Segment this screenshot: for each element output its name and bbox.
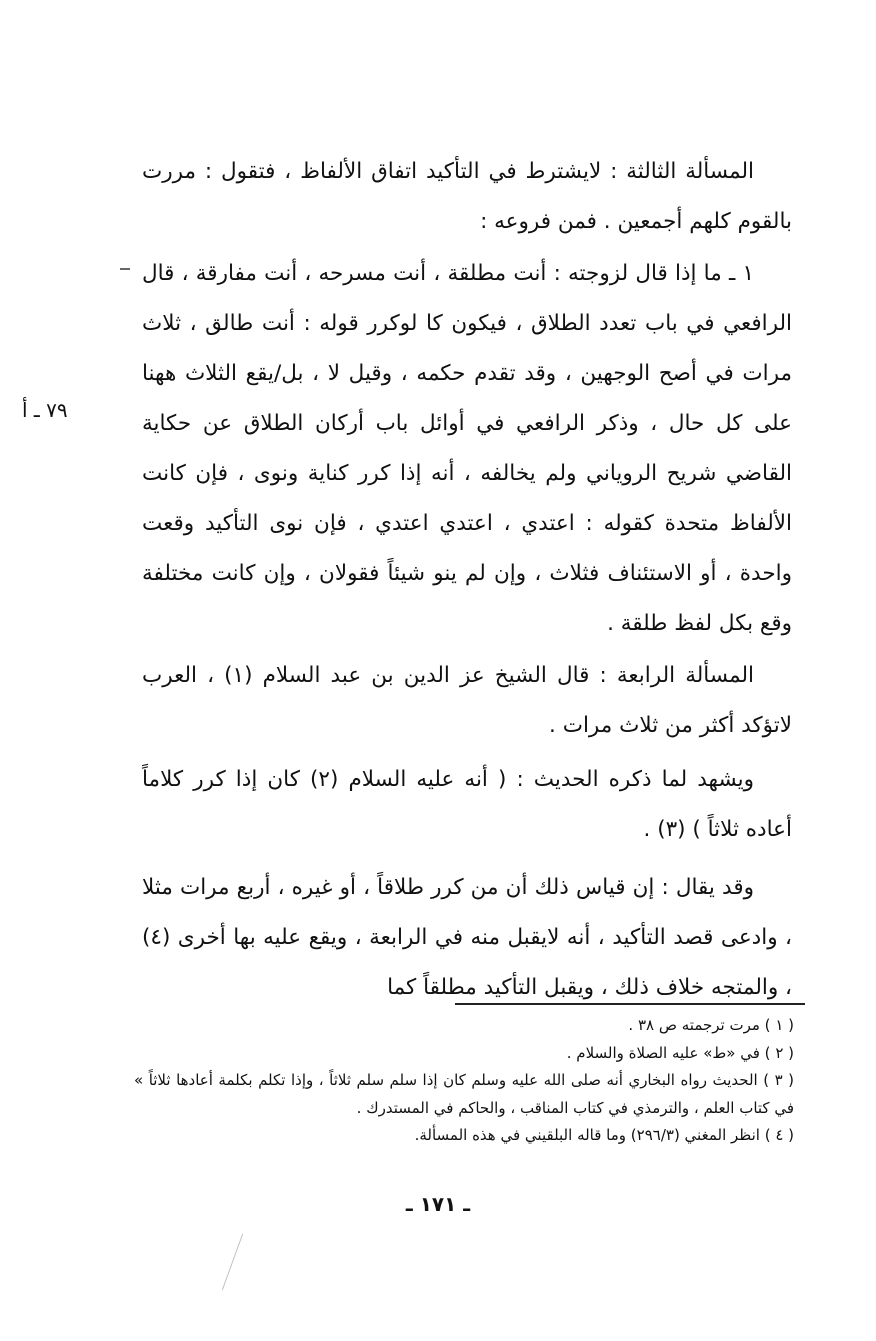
footnote-2: ( ٢ ) في «ط» عليه الصلاة والسلام . — [566, 1043, 794, 1062]
footnotes — [134, 1012, 794, 1150]
paragraph-analogy: وقد يقال : إن قياس ذلك أن من كرر طلاقاً ، أو غيره ، أربع مرات مثلا ، وادعى قصد التأكيد ، أنه لايقبل منه في الرابعة ، ويقع عليه بها أخرى (٤) ، والمتجه خلاف ذلك ، ويقبل التأكيد مطلقاً كما — [142, 875, 792, 1000]
footnote-divider — [455, 1003, 805, 1005]
main-text — [142, 147, 792, 1013]
paragraph-fourth-issue: المسألة الرابعة : قال الشيخ عز الدين بن عبد السلام (١) ، العرب لاتؤكد أكثر من ثلاث مرات . — [142, 663, 792, 738]
paragraph-hadith-evidence: ويشهد لما ذكره الحديث : ( أنه عليه السلام (٢) كان إذا كرر كلاماً أعاده ثلاثاً ) (٣) . — [142, 767, 792, 842]
page-number: ـ ١٧١ ـ — [405, 1192, 471, 1216]
scan-scratch-mark — [222, 1234, 243, 1291]
manuscript-folio-note: ٧٩ ـ أ — [22, 398, 68, 422]
paragraph-third-issue: المسألة الثالثة : لايشترط في التأكيد اتفاق الألفاظ ، فتقول : مررت بالقوم كلهم أجمعين . فمن فروعه : — [142, 159, 792, 234]
stray-ink-mark — [120, 268, 130, 270]
footnote-3: ( ٣ ) الحديث رواه البخاري أنه صلى الله عليه وسلم كان إذا سلم سلم ثلاثاً ، وإذا تكلم بكلمة أعادها ثلاثاً » في كتاب العلم ، والترمذي في كتاب المناقب ، والحاكم في المستدرك . — [134, 1071, 794, 1117]
footnote-1: ( ١ ) مرت ترجمته ص ٣٨ . — [628, 1016, 794, 1034]
footnote-4: ( ٤ ) انظر المغني (٢٩٦/٣) وما قاله البلقيني في هذه المسألة. — [414, 1126, 794, 1144]
paragraph-first-branch: ١ ـ ما إذا قال لزوجته : أنت مطلقة ، أنت مسرحه ، أنت مفارقة ، قال الرافعي في باب تعدد الطلاق ، فيكون كا لوكرر قوله : أنت طالق ، ثلاث مرات في أصح الوجهين ، وقد تقدم حكمه ، وقيل لا ، بل/يقع الثلاث ههنا على كل حال ، وذكر الرافعي في أوائل باب أركان الطلاق عن حكاية القاضي شريح الروياني ولم يخالفه ، أنه إذا كرر كناية ونوى ، فإن كانت الألفاظ متحدة كقوله : اعتدي ، اعتدي اعتدي ، فإن نوى التأكيد وقعت واحدة ، أو الاستئناف فثلاث ، وإن لم ينو شيئاً فقولان ، وإن كانت مختلفة وقع بكل لفظ طلقة . — [142, 261, 792, 636]
